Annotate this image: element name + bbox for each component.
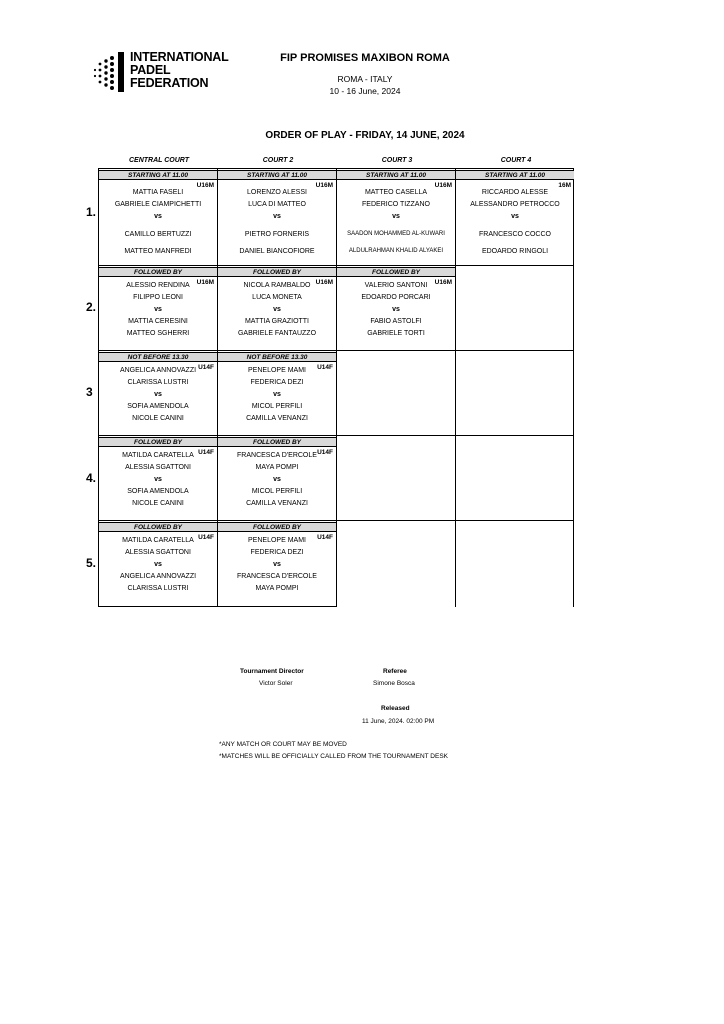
- schedule-band: STARTING AT 11.00: [218, 170, 336, 180]
- logo-line-2: PADEL: [130, 63, 171, 77]
- versus-label: vs: [154, 213, 162, 220]
- versus-label: vs: [273, 561, 281, 568]
- versus-label: vs: [273, 391, 281, 398]
- player-name: ALESSIO RENDINA: [126, 282, 190, 289]
- order-of-play-table: [98, 168, 574, 607]
- player-name: LUCA MONETA: [252, 294, 302, 301]
- director-label: Tournament Director: [240, 668, 304, 675]
- player-name: CLARISSA LUSTRI: [127, 585, 189, 592]
- versus-label: vs: [154, 561, 162, 568]
- player-name: MATILDA CARATELLA: [122, 452, 194, 459]
- player-name: PIETRO FORNERIS: [244, 231, 310, 238]
- player-name: MATILDA CARATELLA: [122, 537, 194, 544]
- player-name: ALESSIA SGATTONI: [125, 549, 191, 556]
- schedule-band: FOLLOWED BY: [337, 267, 455, 277]
- row-number-5: 5.: [86, 556, 97, 570]
- player-name: FEDERICO TIZZANO: [362, 201, 430, 208]
- category-label: U14F: [198, 449, 214, 456]
- player-name: CAMILLA VENANZI: [246, 500, 308, 507]
- player-name: MATTEO SGHERRI: [126, 330, 190, 337]
- versus-label: vs: [392, 306, 400, 313]
- player-name: MATTIA FASELI: [132, 189, 184, 196]
- player-name: DANIEL BIANCOFIORE: [239, 248, 315, 255]
- referee-label: Referee: [383, 668, 407, 675]
- player-name: NICOLE CANINI: [132, 415, 184, 422]
- player-name: MATTIA CERESINI: [128, 318, 188, 325]
- row-number-4: 4.: [86, 471, 97, 485]
- category-label: U14F: [317, 364, 333, 371]
- schedule-band: FOLLOWED BY: [218, 522, 336, 532]
- player-name: SOFIA AMENDOLA: [127, 403, 189, 410]
- player-name: FABIO ASTOLFI: [370, 318, 422, 325]
- released-time: 11 June, 2024. 02:00 PM: [362, 718, 435, 725]
- player-name: FEDERICA DEZI: [250, 379, 304, 386]
- released-label: Released: [381, 705, 410, 712]
- player-name: MICOL PERFILI: [251, 403, 303, 410]
- category-label: U14F: [317, 534, 333, 541]
- player-name: CAMILLO BERTUZZI: [124, 231, 192, 238]
- player-name: RICCARDO ALESSE: [481, 189, 549, 196]
- player-name: VALERIO SANTONI: [364, 282, 428, 289]
- player-name: MATTEO CASELLA: [364, 189, 428, 196]
- note-moved: *ANY MATCH OR COURT MAY BE MOVED: [219, 741, 347, 748]
- schedule-band: FOLLOWED BY: [218, 267, 336, 277]
- versus-label: vs: [154, 476, 162, 483]
- player-name: ANGELICA ANNOVAZZI: [119, 367, 197, 374]
- row-number-1: 1.: [86, 205, 97, 219]
- player-name: MATTIA GRAZIOTTI: [244, 318, 310, 325]
- schedule-band: FOLLOWED BY: [99, 437, 217, 447]
- player-name: EDOARDO PORCARI: [361, 294, 431, 301]
- tournament-title: FIP PROMISES MAXIBON ROMA: [280, 52, 450, 64]
- player-name: MAYA POMPI: [255, 585, 299, 592]
- court-header-4: COURT 4: [500, 157, 532, 164]
- category-label: U14F: [317, 449, 333, 456]
- player-name: MATTEO MANFREDI: [124, 248, 192, 255]
- schedule-band: STARTING AT 11.00: [337, 170, 455, 180]
- order-of-play-title: ORDER OF PLAY - FRIDAY, 14 JUNE, 2024: [265, 130, 465, 141]
- category-label: U16M: [315, 279, 333, 286]
- schedule-band: FOLLOWED BY: [218, 437, 336, 447]
- category-label: U14F: [198, 364, 214, 371]
- player-name: ANGELICA ANNOVAZZI: [119, 573, 197, 580]
- player-name: NICOLA RAMBALDO: [243, 282, 311, 289]
- schedule-band: STARTING AT 11.00: [99, 170, 217, 180]
- schedule-band: STARTING AT 11.00: [456, 170, 574, 180]
- category-label: U16M: [434, 182, 452, 189]
- schedule-band: NOT BEFORE 13.30: [218, 352, 336, 362]
- category-label: U16M: [315, 182, 333, 189]
- court-header-2: COURT 2: [262, 157, 294, 164]
- player-name: ALDULRAHMAN KHALID ALYAKEI: [348, 248, 444, 254]
- dates: 10 - 16 June, 2024: [329, 86, 401, 96]
- player-name: SAADON MOHAMMED AL-KUWARI: [347, 231, 445, 237]
- versus-label: vs: [273, 476, 281, 483]
- player-name: NICOLE CANINI: [132, 500, 184, 507]
- player-name: MAYA POMPI: [255, 464, 299, 471]
- schedule-band: NOT BEFORE 13.30: [99, 352, 217, 362]
- player-name: FEDERICA DEZI: [250, 549, 304, 556]
- note-called: *MATCHES WILL BE OFFICIALLY CALLED FROM THE TOURNAMENT DESK: [219, 753, 448, 760]
- player-name: FILIPPO LEONI: [133, 294, 183, 301]
- versus-label: vs: [273, 306, 281, 313]
- category-label: U16M: [196, 182, 214, 189]
- player-name: ALESSANDRO PETROCCO: [470, 201, 560, 208]
- category-label: U16M: [434, 279, 452, 286]
- player-name: LUCA DI MATTEO: [248, 201, 306, 208]
- player-name: PENELOPE MAMI: [248, 537, 306, 544]
- court-header-3: COURT 3: [381, 157, 413, 164]
- referee-name: Simone Bosca: [373, 680, 415, 687]
- versus-label: vs: [154, 391, 162, 398]
- location: ROMA - ITALY: [337, 74, 393, 84]
- category-label: U14F: [198, 534, 214, 541]
- player-name: CLARISSA LUSTRI: [127, 379, 189, 386]
- category-label: U16M: [196, 279, 214, 286]
- player-name: LORENZO ALESSI: [247, 189, 307, 196]
- player-name: GABRIELE TORTI: [367, 330, 425, 337]
- schedule-band: FOLLOWED BY: [99, 267, 217, 277]
- versus-label: vs: [392, 213, 400, 220]
- player-name: FRANCESCO COCCO: [479, 231, 551, 238]
- court-header-central: CENTRAL COURT: [128, 157, 190, 164]
- player-name: PENELOPE MAMI: [248, 367, 306, 374]
- player-name: SOFIA AMENDOLA: [127, 488, 189, 495]
- row-number-2: 2.: [86, 300, 97, 314]
- logo-line-1: INTERNATIONAL: [130, 50, 229, 64]
- schedule-band: FOLLOWED BY: [99, 522, 217, 532]
- player-name: ALESSIA SGATTONI: [125, 464, 191, 471]
- versus-label: vs: [154, 306, 162, 313]
- director-name: Victor Soler: [259, 680, 293, 687]
- player-name: GABRIELE FANTAUZZO: [237, 330, 317, 337]
- player-name: GABRIELE CIAMPICHETTI: [114, 201, 202, 208]
- category-label: 16M: [558, 182, 571, 189]
- versus-label: vs: [273, 213, 281, 220]
- player-name: EDOARDO RINGOLI: [481, 248, 549, 255]
- versus-label: vs: [511, 213, 519, 220]
- player-name: FRANCESCA D'ERCOLE: [237, 452, 317, 459]
- logo-line-3: FEDERATION: [130, 76, 209, 90]
- player-name: CAMILLA VENANZI: [246, 415, 308, 422]
- padel-ball-icon: [92, 50, 128, 94]
- player-name: MICOL PERFILI: [251, 488, 303, 495]
- row-number-3: 3: [86, 385, 93, 399]
- player-name: FRANCESCA D'ERCOLE: [237, 573, 317, 580]
